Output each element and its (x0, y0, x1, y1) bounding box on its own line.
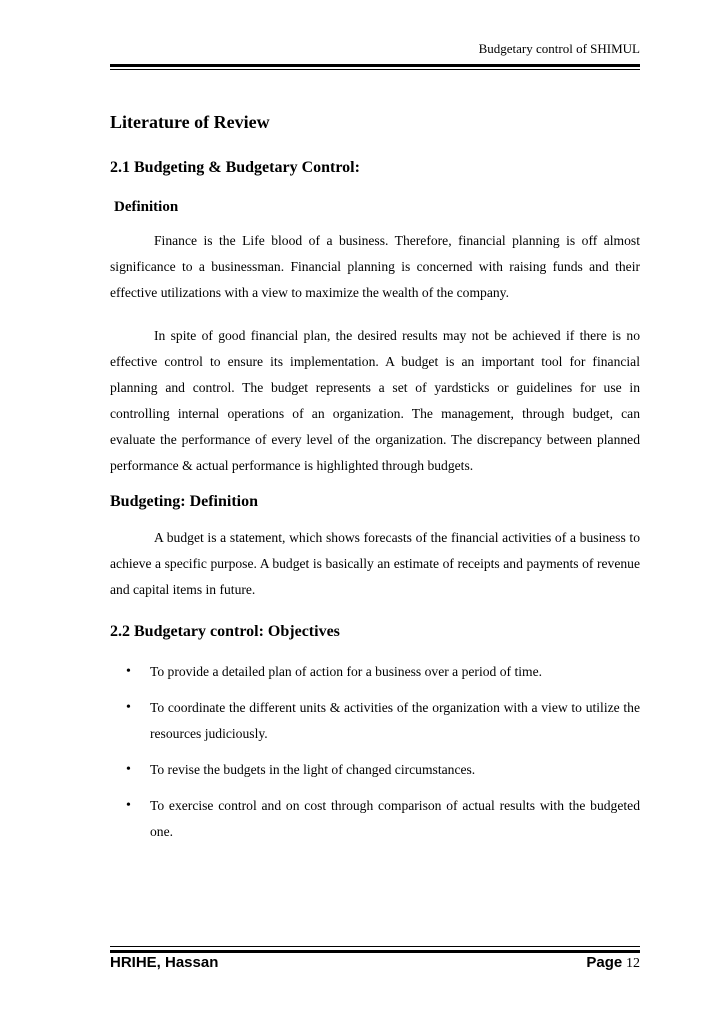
definition-heading: Definition (114, 199, 179, 215)
section-heading-2-1: 2.1 Budgeting & Budgetary Control: (110, 159, 360, 176)
page-content (110, 112, 640, 855)
header-rule-thin (110, 69, 640, 70)
list-item-text: To coordinate the different units & activities of the organization with a view to utilize the resources judiciously. (150, 700, 640, 741)
objectives-list (110, 659, 640, 845)
bullet-icon: • (126, 798, 131, 813)
bullet-icon: • (126, 664, 131, 679)
list-item (110, 793, 640, 845)
footer-author: HRIHE, Hassan (110, 954, 219, 971)
budgeting-definition-heading: Budgeting: Definition (110, 493, 259, 510)
paragraph: Finance is the Life blood of a business. Therefore, financial planning is off almost significance to a businessman. Financial planning is concerned with raising funds and their effective utilizations with a view to maximize the wealth of the company. (110, 233, 640, 300)
bullet-icon: • (126, 700, 131, 715)
footer-rule-thin (110, 946, 640, 947)
running-header: Budgetary control of SHIMUL (478, 41, 640, 56)
list-item (110, 757, 640, 783)
list-item (110, 659, 640, 685)
footer-rule (110, 950, 640, 953)
page-label: Page (586, 954, 623, 971)
section-heading-2-2: 2.2 Budgetary control: Objectives (110, 623, 340, 640)
list-item-text: To revise the budgets in the light of changed circumstances. (150, 762, 476, 777)
page-number (586, 954, 640, 972)
list-item (110, 695, 640, 747)
page-title: Literature of Review (110, 112, 270, 132)
bullet-icon: • (126, 762, 131, 777)
list-item-text: To provide a detailed plan of action for a business over a period of time. (150, 664, 543, 679)
page-number-value: 12 (626, 956, 640, 971)
paragraph: A budget is a statement, which shows forecasts of the financial activities of a business to achieve a specific purpose. A budget is basically an estimate of receipts and payments of revenue and capital items in future. (110, 530, 640, 597)
header-rule (110, 64, 640, 67)
list-item-text: To exercise control and on cost through comparison of actual results with the budgeted one. (150, 798, 640, 839)
paragraph: In spite of good financial plan, the desired results may not be achieved if there is no effective control to ensure its implementation. A budget is an important tool for financial planning and control. The budget represents a set of yardsticks or guidelines for use in controlling internal operations of an organization. The management, through budget, can evaluate the performance of every level of the organization. The discrepancy between planned performance & actual performance is highlighted through budgets. (110, 328, 640, 473)
